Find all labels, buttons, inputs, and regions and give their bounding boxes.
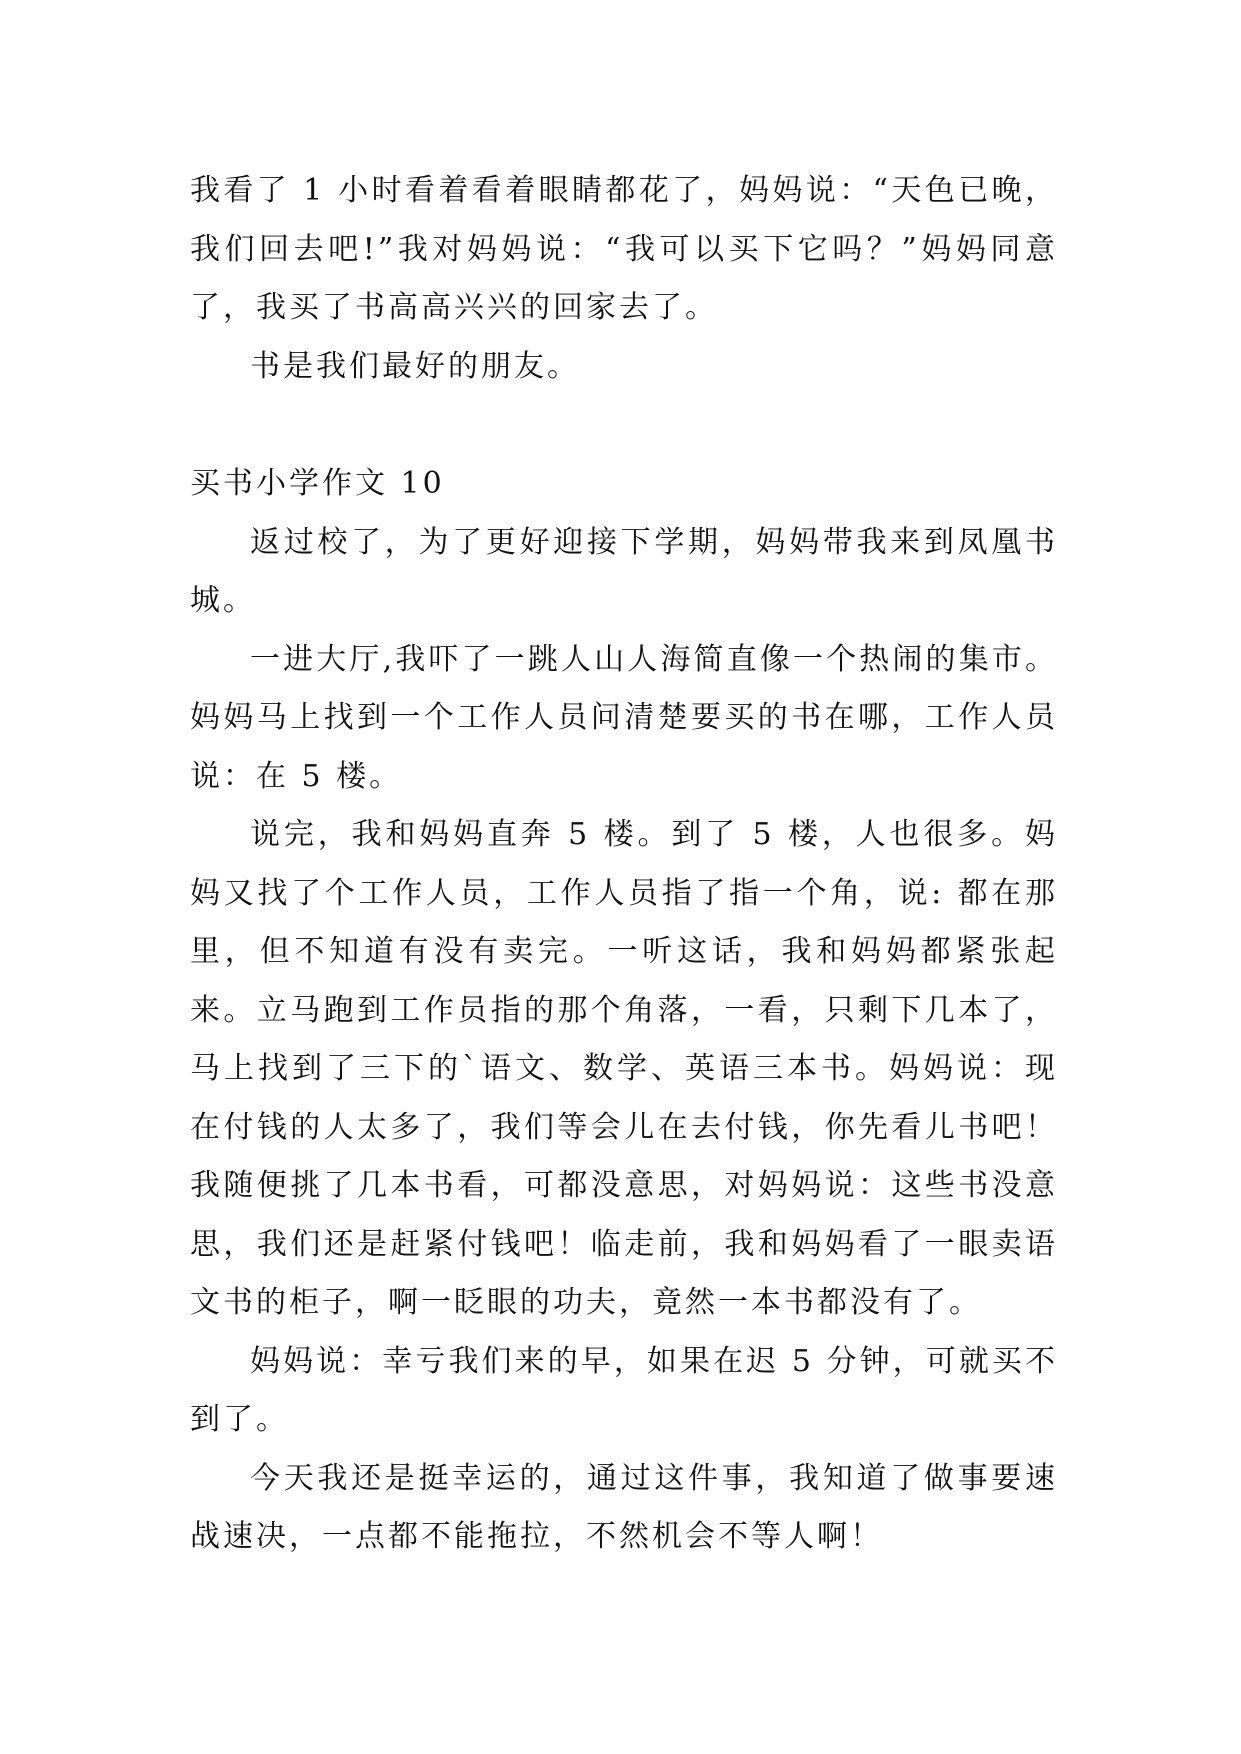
paragraph: 返过校了，为了更好迎接下学期，妈妈带我来到凤凰书城。 (190, 524, 1058, 618)
paragraph: 说完，我和妈妈直奔 5 楼。到了 5 楼，人也很多。妈妈又找了个工作人员，工作人员指了指一个角，说: 都在那里，但不知道有没有卖完。一听这话，我和妈妈都紧张起来。立马跑到工作员指的那个角落，一看，只剩下几本了，马上找到了三下的`语文、数学、英语三本书。妈妈说：现在付钱的人太多了，我们等会儿在去付钱，你先看儿书吧！我随便挑了几本书看，可都没意思，对妈妈说：这些书没意思，我们还是赶紧付钱吧！临走前，我和妈妈看了一眼卖语文书的柜子，啊一眨眼的功夫，竟然一本书都没有了。 (190, 817, 1058, 1320)
paragraph: 妈妈说：幸亏我们来的早，如果在迟 5 分钟，可就买不到了。 (190, 1343, 1058, 1437)
paragraph: 今天我还是挺幸运的，通过这件事，我知道了做事要速战速决，一点都不能拖拉，不然机会不等人啊！ (190, 1460, 1058, 1554)
section-spacer (190, 396, 1058, 455)
paragraph-closing: 书是我们最好的朋友。 (250, 348, 580, 384)
section-title: 买书小学作文 10 (190, 466, 445, 501)
paragraph-continued: 我看了 1 小时看着看着眼睛都花了，妈妈说：“天色已晚，我们回去吧!”我对妈妈说：“我可以买下它吗？”妈妈同意了，我买了书高高兴兴的回家去了。 (190, 173, 1058, 325)
document-body (190, 162, 1058, 1567)
paragraph: 一进大厅,我吓了一跳人山人海简直像一个热闹的集市。妈妈马上找到一个工作人员问清楚要买的书在哪，工作人员说：在 5 楼。 (190, 641, 1058, 794)
